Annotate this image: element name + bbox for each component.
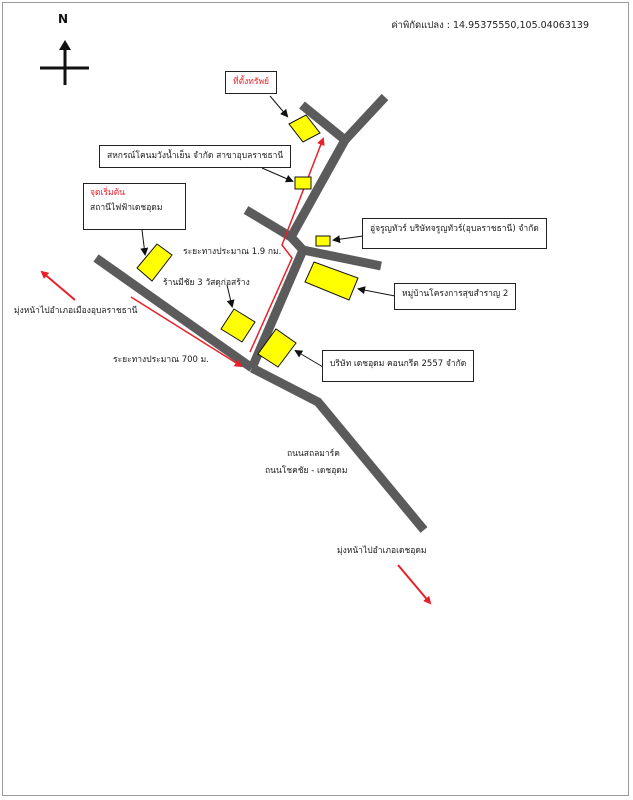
coordinate-readout (391, 18, 589, 33)
red-arrow-icon (42, 272, 75, 300)
distance-1-label: ระยะทางประมาณ 1.9 กม. (183, 247, 282, 257)
north-label: N (58, 12, 69, 26)
road-name-2-label: ถนนโชคชัย - เดชอุดม (265, 466, 348, 476)
route-access (250, 139, 323, 352)
cooperative-building (295, 177, 311, 189)
coordinate-label: ค่าพิกัดแปลง : (391, 20, 450, 31)
coordinate-value: 14.95375550,105.04063139 (453, 20, 589, 31)
start-point-box (83, 183, 186, 230)
shop-building (221, 309, 255, 342)
toward-ubon-label: มุ่งหน้าไปอำเภอเมืองอุบลราชธานี (14, 306, 138, 316)
road-name-1-label: ถนนสถลมาร์ค (287, 449, 340, 459)
power-station-building (137, 244, 172, 281)
concrete-company-label: บริษัท เดชอุดม คอนกรีต 2557 จำกัด (322, 350, 474, 382)
north-arrow-icon (40, 40, 89, 85)
garage-building (316, 236, 330, 246)
side-road-left (246, 210, 291, 237)
village-label: หมู่บ้านโครงการสุขสำราญ 2 (394, 283, 516, 310)
red-arrow-icon (398, 565, 430, 603)
toward-det-udom-label: มุ่งหน้าไปอำเภอเดชอุดม (337, 546, 427, 556)
top-road-1 (345, 97, 385, 140)
start-point-label: จุดเริ่มต้น (90, 188, 125, 198)
cooperative-label: สหกรณ์โคนมวังน้ำเย็น จำกัด สาขาอุบลราชธานี (99, 145, 291, 168)
property-location-label: ที่ตั้งทรัพย์ (225, 71, 277, 94)
power-station-label: สถานีไฟฟ้าเดชอุดม (90, 203, 163, 214)
garage-label: อู่จรูญทัวร์ บริษัทจรูญทัวร์(อุบลราชธานี) จำกัด (362, 218, 547, 249)
village-building (305, 262, 358, 300)
shop-label: ร้านมีชัย 3 วัสดุก่อสร้าง (163, 278, 250, 288)
distance-2-label: ระยะทางประมาณ 700 ม. (113, 355, 209, 365)
